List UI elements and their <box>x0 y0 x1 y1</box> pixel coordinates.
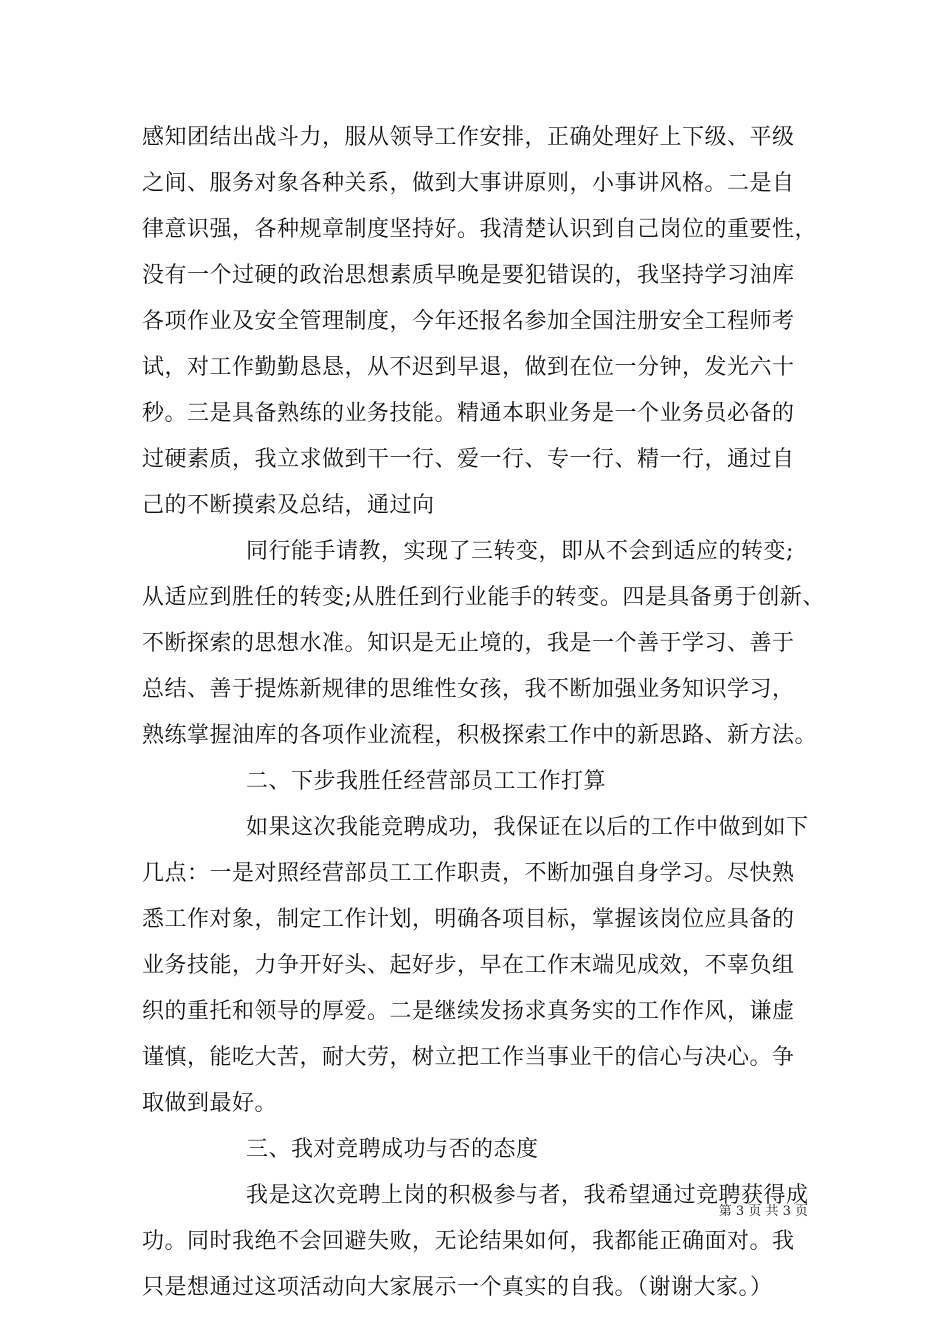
text-line: 业务技能，力争开好头、起好步，早在工作末端见成效，不辜负组 <box>142 953 795 978</box>
text-line: 几点：一是对照经营部员工工作职责，不断加强自身学习。尽快熟 <box>142 861 795 886</box>
text-line: 功。同时我绝不会回避失败，无论结果如何，我都能正确面对。我 <box>142 1229 795 1254</box>
section-heading: 三、我对竞聘成功与否的态度 <box>246 1137 539 1162</box>
section-heading: 二、下步我胜任经营部员工工作打算 <box>246 769 607 794</box>
paragraph-start-line: 同行能手请教，实现了三转变，即从不会到适应的转变; <box>246 539 794 564</box>
text-line: 之间、服务对象各种关系，做到大事讲原则，小事讲风格。二是自 <box>142 171 795 196</box>
text-line: 试，对工作勤勤恳恳，从不迟到早退，做到在位一分钟，发光六十 <box>142 355 795 380</box>
text-line: 没有一个过硬的政治思想素质早晚是要犯错误的，我坚持学习油库 <box>142 263 795 288</box>
text-line: 从适应到胜任的转变;从胜任到行业能手的转变。四是具备勇于创新、 <box>142 585 825 610</box>
text-line: 秒。三是具备熟练的业务技能。精通本职业务是一个业务员必备的 <box>142 401 795 426</box>
text-line: 谨慎，能吃大苦，耐大劳，树立把工作当事业干的信心与决心。争 <box>142 1045 795 1070</box>
paragraph-start-line: 我是这次竞聘上岗的积极参与者，我希望通过竞聘获得成 <box>246 1183 809 1208</box>
text-line: 感知团结出战斗力，服从领导工作安排，正确处理好上下级、平级 <box>142 125 795 150</box>
text-line: 只是想通过这项活动向大家展示一个真实的自我。（谢谢大家。） <box>142 1275 773 1300</box>
text-line: 律意识强，各种规章制度坚持好。我清楚认识到自己岗位的重要性， <box>142 217 818 242</box>
text-line: 己的不断摸索及总结，通过向 <box>142 493 435 518</box>
text-line: 过硬素质，我立求做到干一行、爱一行、专一行、精一行，通过自 <box>142 447 795 472</box>
document-body <box>142 115 825 1311</box>
page-number: 第 3 页 共 3 页 <box>718 1204 808 1219</box>
text-line: 织的重托和领导的厚爱。二是继续发扬求真务实的工作作风，谦虚 <box>142 999 795 1024</box>
text-line: 悉工作对象，制定工作计划，明确各项目标，掌握该岗位应具备的 <box>142 907 795 932</box>
text-line: 熟练掌握油库的各项作业流程，积极探索工作中的新思路、新方法。 <box>142 723 818 748</box>
text-line: 各项作业及安全管理制度，今年还报名参加全国注册安全工程师考 <box>142 309 795 334</box>
text-line: 总结、善于提炼新规律的思维性女孩，我不断加强业务知识学习， <box>142 677 795 702</box>
text-line: 不断探索的思想水准。知识是无止境的，我是一个善于学习、善于 <box>142 631 795 656</box>
text-line: 取做到最好。 <box>142 1091 278 1116</box>
paragraph-start-line: 如果这次我能竞聘成功，我保证在以后的工作中做到如下 <box>246 815 809 840</box>
